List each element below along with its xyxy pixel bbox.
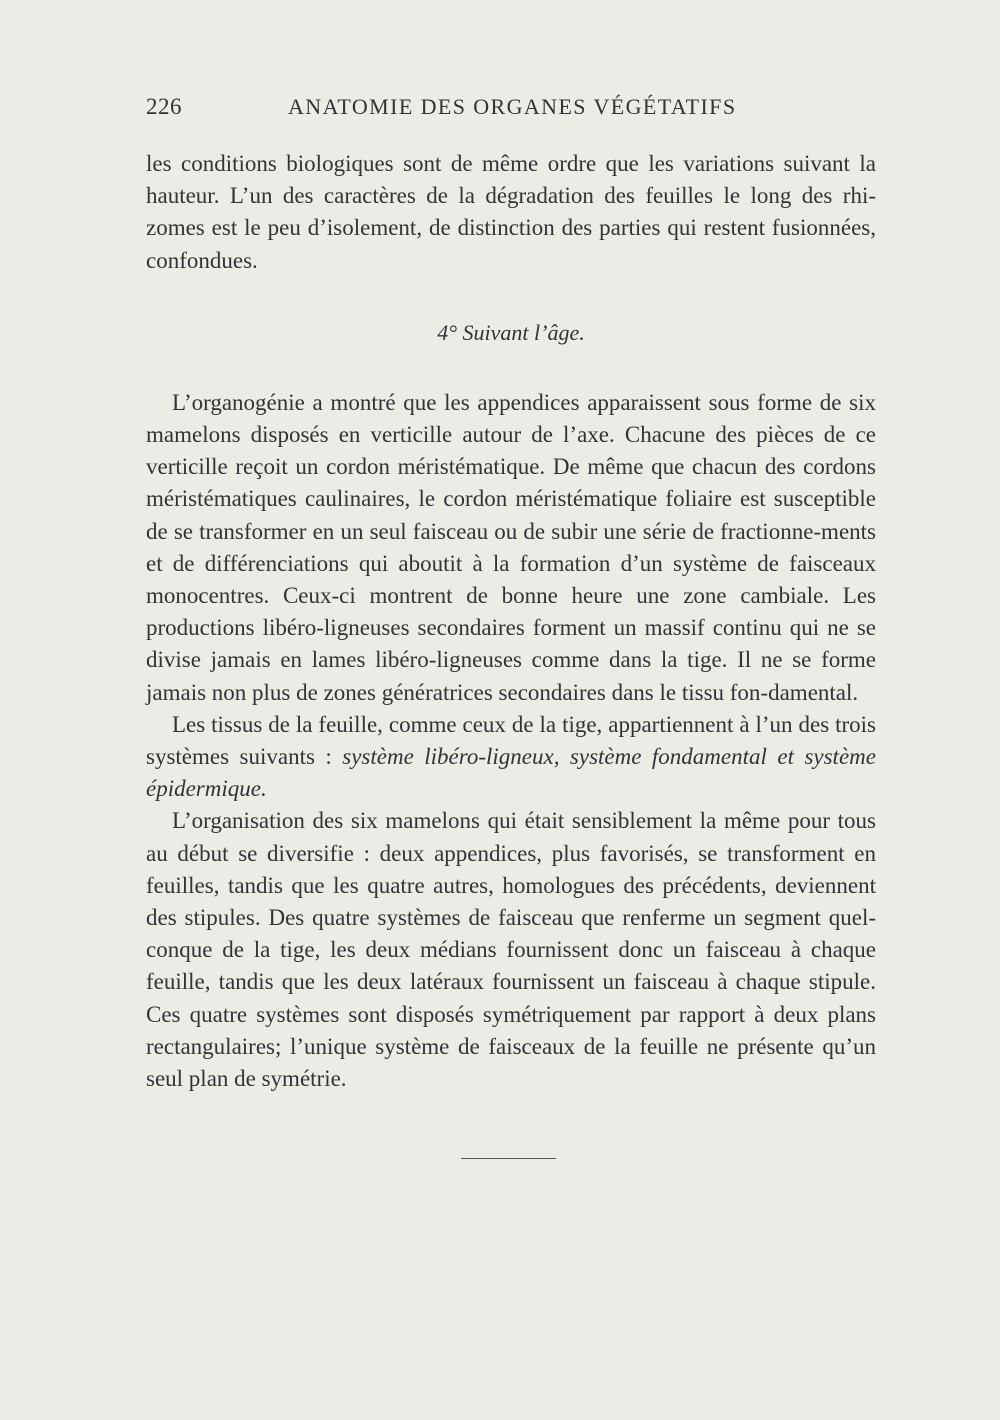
page-number: 226 [146,94,182,119]
paragraph-tissus [146,709,876,806]
paragraph-organisation: L’organisation des six mamelons qui était sensiblement la même pour tous au début se diversifie : deux appendices, plus favorisés, se transforment en feuilles, tandis que les quatre autres, homologues des précédents, deviennent des stipules. Des quatre systèmes de faisceau que renferme un segment quel-conque de la tige, les deux médians fournissent donc un faisceau à chaque feuille, tandis que les deux latéraux fournissent un faisceau à chaque stipule. Ces quatre systèmes sont disposés symétriquement par rapport à deux plans rectangulaires; l’unique système de faisceaux de la feuille ne présente qu’un seul plan de symétrie. [146,808,876,1092]
paragraph-tissus-text: Les tissus de la feuille, comme ceux de la tige, appartiennent à l’un des trois systèmes suivants : [146,711,876,770]
paragraph-conditions: les conditions biologiques sont de même ordre que les variations suivant la hauteur. L’un des caractères de la dégradation des feuilles le long des rhi-zomes est le peu d’isolement, de distinction des parties qui restent fusionnées, confondues. [146,151,876,273]
paragraph-tissus-italic: système libéro-ligneux, système fondamental et système épidermique. [146,744,876,802]
section-heading: 4° Suivant l’âge. [437,319,585,345]
end-rule [461,1158,556,1159]
body-text [146,148,876,1095]
running-head [146,94,876,128]
paragraph-organogenie: L’organogénie a montré que les appendices apparaissent sous forme de six mamelons disposés en verticille autour de l’axe. Chacune des pièces de ce verticille reçoit un cordon méristématique. De même que chacun des cordons méristématiques caulinaires, le cordon méristématique foliaire est susceptible de se transformer en un seul faisceau ou de subir une série de fractionne-ments et de différenciations qui aboutit à la formation d’un système de faisceaux monocentres. Ceux-ci montrent de bonne heure une zone cambiale. Les productions libéro-ligneuses secondaires forment un massif continu qui ne se divise jamais en lames libéro-ligneuses comme dans la tige. Il ne se forme jamais non plus de zones génératrices secondaires dans le tissu fon-damental. [146,389,876,705]
running-title: ANATOMIE DES ORGANES VÉGÉTATIFS [288,94,737,119]
